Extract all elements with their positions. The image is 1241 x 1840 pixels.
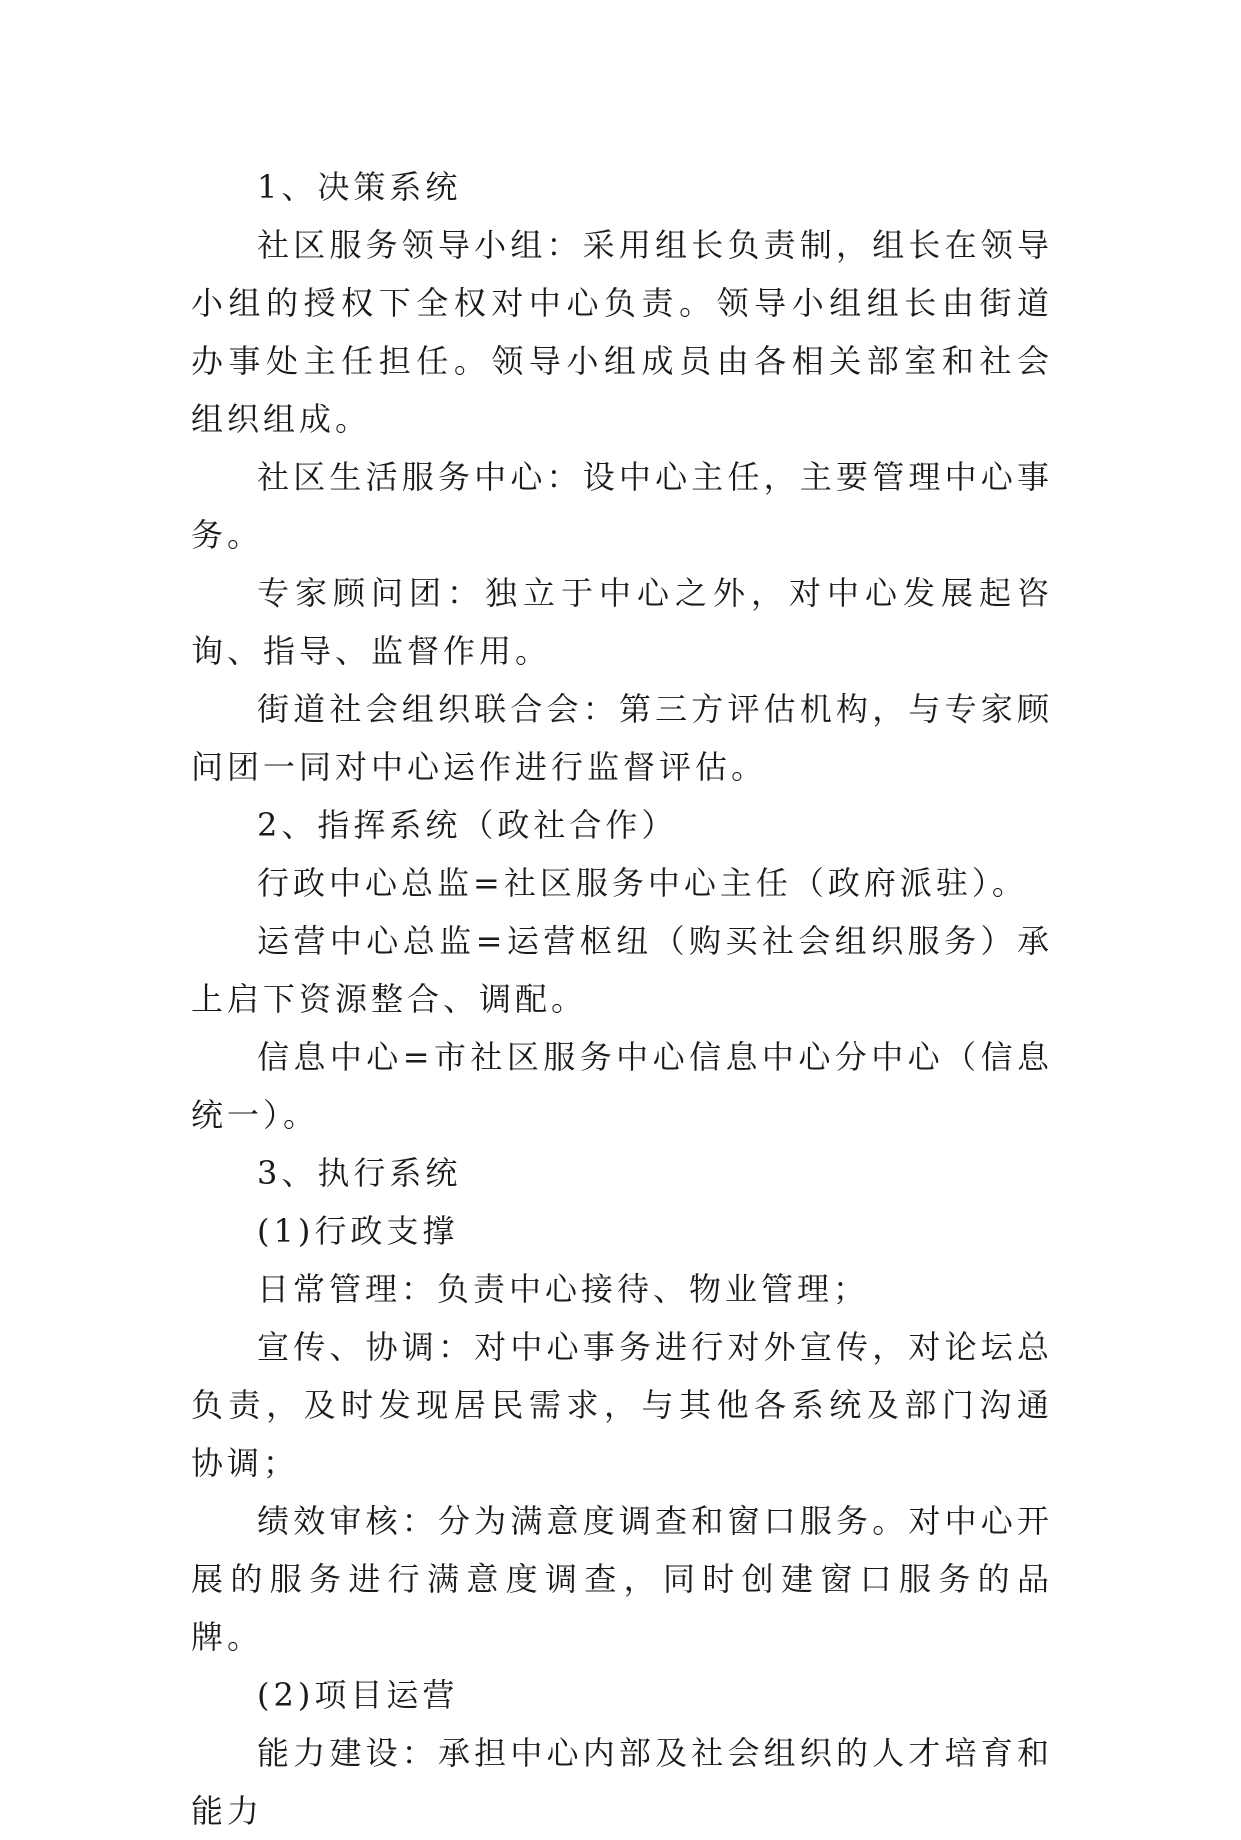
paragraph-capacity-building: 能力建设：承担中心内部及社会组织的人才培育和能力 [191,1734,1053,1830]
subheading-project-operation: (2)项目运营 [257,1676,459,1714]
paragraph-life-service-center: 社区生活服务中心：设中心主任，主要管理中心事务。 [191,458,1053,554]
paragraph-leadership-group: 社区服务领导小组：采用组长负责制，组长在领导小组的授权下全权对中心负责。领导小组组长由街道办事处主任担任。领导小组成员由各相关部室和社会组织组成。 [191,226,1053,438]
section-heading-execution-system: 3、执行系统 [257,1154,462,1192]
paragraph-admin-director: 行政中心总监=社区服务中心主任（政府派驻）。 [257,864,1028,902]
paragraph-daily-management: 日常管理：负责中心接待、物业管理； [257,1270,870,1308]
paragraph-expert-advisory: 专家顾问团：独立于中心之外，对中心发展起咨询、指导、监督作用。 [191,574,1053,670]
section-heading-command-system: 2、指挥系统（政社合作） [257,806,678,844]
paragraph-social-org-federation: 街道社会组织联合会：第三方评估机构，与专家顾问团一同对中心运作进行监督评估。 [191,690,1053,786]
paragraph-information-center: 信息中心=市社区服务中心信息中心分中心（信息统一）。 [191,1038,1053,1134]
paragraph-operations-director: 运营中心总监=运营枢纽（购买社会组织服务）承上启下资源整合、调配。 [191,922,1053,1018]
document-body [191,158,1053,1840]
paragraph-performance-review: 绩效审核：分为满意度调查和窗口服务。对中心开展的服务进行满意度调查，同时创建窗口服务的品牌。 [191,1502,1053,1656]
section-heading-decision-system: 1、决策系统 [257,168,462,206]
paragraph-publicity-coordination: 宣传、协调：对中心事务进行对外宣传，对论坛总负责，及时发现居民需求，与其他各系统及部门沟通协调； [191,1328,1053,1482]
subheading-admin-support: (1)行政支撑 [257,1212,459,1250]
